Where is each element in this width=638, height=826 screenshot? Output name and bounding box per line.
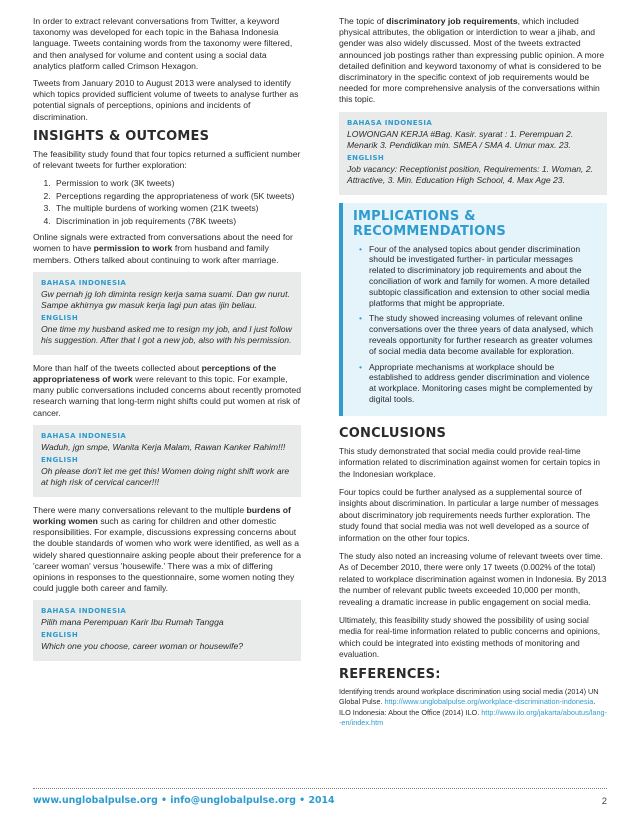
- quote-language-label: BAHASA INDONESIA: [347, 118, 433, 127]
- implications-heading: IMPLICATIONS & RECOMMENDATIONS: [353, 208, 506, 239]
- intro-paragraph-1: In order to extract relevant conversations from Twitter, a keyword taxonomy was developed for each topic in the Bahasa Indonesia language. Tweets containing words from the taxonomy were filtered, and then analysed for volume and content using a social data analytics platform called Crimson Hexagon.: [33, 16, 293, 71]
- quote-language-label: ENGLISH: [41, 455, 79, 464]
- list-item: • Four of the analysed topics about gender discrimination should be investigated further- in particular messages related to discriminatory job requirements and about the conciliation of work and family for women. A more detailed subtopic classification and extension to other social media platforms that might be appropriate.: [363, 244, 599, 309]
- list-item: 3. The multiple burdens of working women (21K tweets): [53, 202, 301, 215]
- footer-contact[interactable]: www.unglobalpulse.org • info@unglobalpulse.org • 2014: [33, 795, 335, 806]
- permission-paragraph: Online signals were extracted from conversations about the need for women to have permission to work from husband and family members. Others talked about continuing to work after marriage.: [33, 232, 293, 265]
- page-number: 2: [601, 795, 607, 806]
- intro-paragraph-2: Tweets from January 2010 to August 2013 were analysed to identify which topics provided sufficient volume of tweets to analyse further as potential signals of perceptions, opinions and incidents of discrimination.: [33, 78, 299, 122]
- quote-text: Pilih mana Perempuan Karir Ibu Rumah Tangga: [41, 617, 224, 628]
- list-item: 1. Permission to work (3K tweets): [53, 177, 301, 190]
- list-item: 2. Perceptions regarding the appropriateness of work (5K tweets): [53, 190, 301, 203]
- conclusions-section: [339, 426, 607, 661]
- implications-list: [353, 244, 599, 405]
- quote-language-label: ENGLISH: [41, 631, 79, 640]
- footer-divider: [33, 788, 607, 789]
- quote-translation: Which one you choose, career woman or housewife?: [41, 641, 244, 652]
- quote-translation: One time my husband asked me to resign my job, and I just follow his suggestion. After that I got a new job, also with his permission.: [41, 323, 292, 345]
- quote-language-label: BAHASA INDONESIA: [41, 607, 127, 616]
- quote-text: LOWONGAN KERJA #Bag. Kasir. syarat : 1. Perempuan 2. Menarik 3. Pendidikan min. SMEA / SMA 4. Umur max. 23.: [347, 128, 574, 150]
- quote-box-job-requirements: [339, 112, 607, 195]
- reference-link[interactable]: http://www.ilo.org/jakarta/aboutus/lang--en/index.htm: [339, 707, 607, 728]
- quote-language-label: ENGLISH: [41, 313, 79, 322]
- references-heading: REFERENCES:: [339, 666, 441, 682]
- quote-box-perceptions: [33, 425, 301, 497]
- list-item: • The study showed increasing volumes of relevant online conversations over the three years of data analysed, which reveals opportunity for further research as greater volumes of social media data become available for exploration.: [363, 313, 599, 356]
- quote-translation: Oh please don't let me get this! Women doing night shift work are at high risk of cervical cancer!!!: [41, 465, 290, 487]
- quote-language-label: BAHASA INDONESIA: [41, 278, 127, 287]
- references-section: [339, 667, 607, 729]
- perceptions-paragraph: More than half of the tweets collected about perceptions of the appropriateness of work were relevant to this topic. For example, many public conversations included concerns about recently promoted research warning that long-term night shifts could put women at risk of cancer.: [33, 362, 301, 418]
- insights-paragraph: The feasibility study found that four topics returned a sufficient number of relevant tweets for further exploration:: [33, 148, 301, 171]
- quote-box-permission: [33, 272, 301, 355]
- conclusions-paragraph: This study demonstrated that social media could provide real-time information related to discrimination against women for certain topics in the Indonesian workplace.: [339, 445, 601, 479]
- insights-heading: INSIGHTS & OUTCOMES: [33, 128, 210, 144]
- references-text: Identifying trends around workplace discrimination using social media (2014) UN Global Pulse. http://www.unglobalpulse.org/workplace-discrimination-indonesia. ILO Indonesia: About the Office (2014) ILO. http://www.ilo.org/jakarta/aboutus/lang--en/index.htm: [339, 686, 607, 728]
- conclusions-paragraph: Four topics could be further analysed as a supplemental source of insights about discrimination. In particular a large number of messages about discriminatory job requirements needs further exploration. The study found that social media was not well developed as a source of information on the other four topics.: [339, 486, 599, 543]
- conclusions-heading: CONCLUSIONS: [339, 425, 447, 441]
- right-column: [339, 16, 607, 735]
- quote-text: Gw pernah jg loh diminta resign kerja sama suami. Dan gw nurut. Sampe akhirnya gw masuk kerja lagi pun atas ijin beliau.: [41, 288, 290, 310]
- quote-language-label: ENGLISH: [347, 153, 385, 162]
- burdens-paragraph: There were many conversations relevant to the multiple burdens of working women such as caring for children and other domestic responsibilities. For example, discussions expressing concerns about the double standards of women who work were identified, as well as a widely shared questionnaire asking people about their preference for a 'career woman' versus 'housewife.' There was a mix of differing opinions in responses to the questionnaire, some women noting they could juggle both career and family.: [33, 504, 302, 594]
- left-column: [33, 16, 301, 669]
- discrimination-paragraph: The topic of discriminatory job requirements, which included physical attributes, the obligation or interdiction to wear a jihab, and gender was also widely discussed. Most of the tweets extracted announced job postings rather than expressing public opinion. A more detailed definition and keyword taxonomy of what is considered to be discriminatory in the specific context of job requirements would be needed for more comprehensive analysis of the conversations within this topic.: [339, 16, 605, 105]
- list-item: • Appropriate mechanisms at workplace should be established to address gender discrimination and violence at workplace. Monitoring cases might be complemented by digital tools.: [363, 362, 599, 405]
- conclusions-paragraph: Ultimately, this feasibility study showed the possibility of using social media for real-time information related to public concerns and opinions, which could be integrated into existing methods of monitoring and evaluation.: [339, 614, 601, 660]
- topic-list: [33, 177, 301, 227]
- reference-link[interactable]: http://www.unglobalpulse.org/workplace-discrimination-indonesia: [384, 697, 594, 707]
- quote-language-label: BAHASA INDONESIA: [41, 431, 127, 440]
- implications-box: [339, 203, 607, 416]
- conclusions-paragraph: The study also noted an increasing volume of relevant tweets over time. As of December 2010, there were only 17 tweets (0.002% of the total) related to workplace discrimination against women in Indonesia. By 2013 the number of relevant public tweets exceeded 10,000 per month, revealing a dramatic increase in public engagement on social media.: [339, 550, 607, 607]
- quote-text: Waduh, jgn smpe, Wanita Kerja Malam, Rawan Kanker Rahim!!!: [41, 441, 286, 452]
- quote-box-burdens: [33, 600, 301, 661]
- quote-translation: Job vacancy: Receptionist position, Requirements: 1. Woman, 2. Attractive, 3. Min. Education High School, 4. Max Age 23.: [347, 163, 593, 185]
- list-item: 4. Discrimination in job requirements (78K tweets): [53, 215, 301, 228]
